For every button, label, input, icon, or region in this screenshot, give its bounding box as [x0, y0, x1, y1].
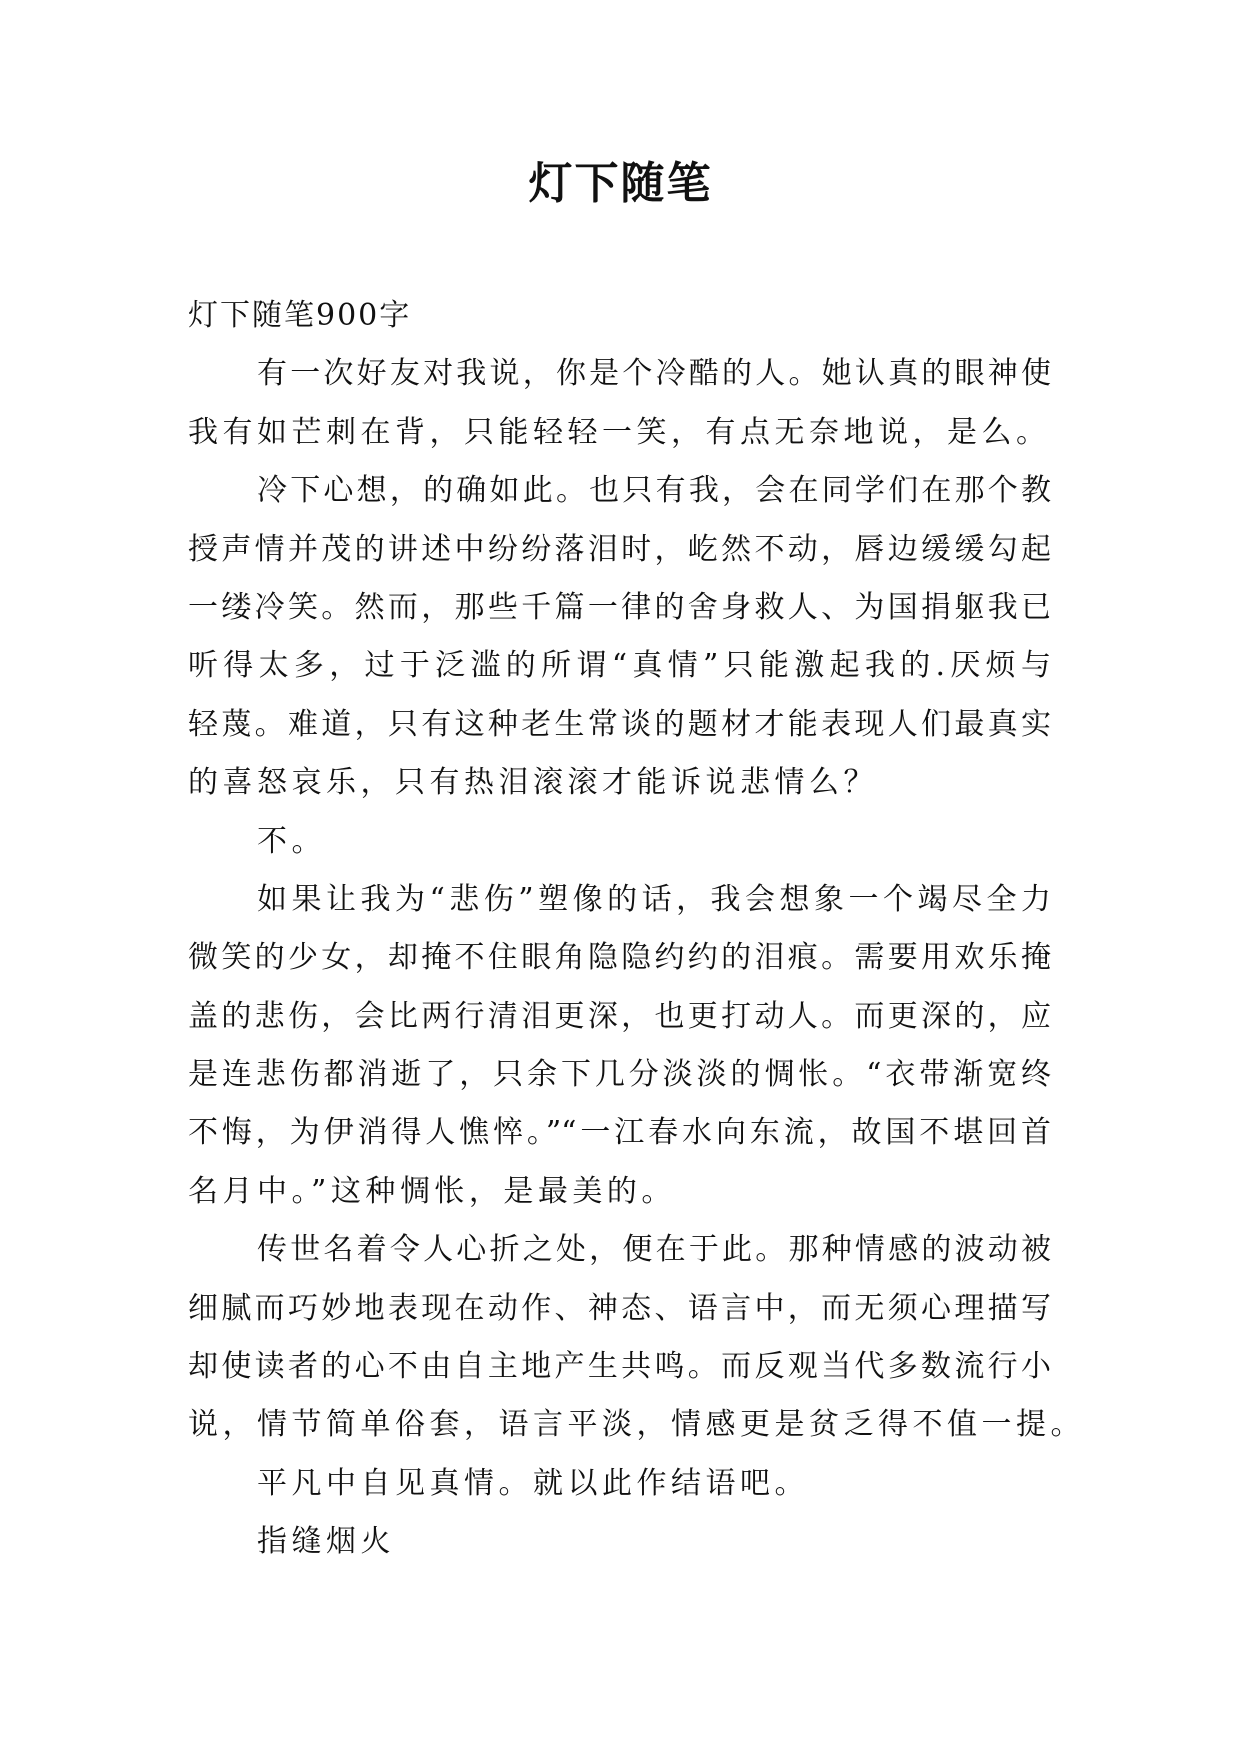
paragraph-line: 如果让我为“悲伤”塑像的话，我会想象一个竭尽全力 — [257, 881, 1051, 917]
paragraph-line: 有一次好友对我说，你是个冷酷的人。她认真的眼神使 — [257, 356, 1051, 392]
paragraph-line: 平凡中自见真情。就以此作结语吧。 — [257, 1465, 809, 1501]
paragraph-line: 轻蔑。难道，只有这种老生常谈的题材才能表现人们最真实 — [188, 706, 1051, 742]
paragraph — [188, 1221, 1085, 1455]
paragraph-line: 名月中。”这种惆怅，是最美的。 — [188, 1173, 676, 1209]
paragraph — [188, 1455, 1051, 1513]
paragraph-line: 细腻而巧妙地表现在动作、神态、语言中，而无须心理描写 — [188, 1290, 1051, 1326]
paragraph-line: 却使读者的心不由自主地产生共鸣。而反观当代多数流行小 — [188, 1349, 1051, 1385]
paragraph-line: 冷下心想，的确如此。也只有我，会在同学们在那个教 — [257, 473, 1051, 509]
paragraph-line: 微笑的少女，却掩不住眼角隐隐约约的泪痕。需要用欢乐掩 — [188, 940, 1051, 976]
paragraph — [188, 345, 1051, 462]
paragraph-line: 是连悲伤都消逝了，只余下几分淡淡的惆怅。“衣带渐宽终 — [188, 1057, 1051, 1093]
paragraph-line: 传世名着令人心折之处，便在于此。那种情感的波动被 — [257, 1232, 1051, 1268]
paragraph-line: 不。 — [257, 823, 326, 859]
paragraph-line: 不悔，为伊消得人憔悴。”“一江春水向东流，故国不堪回首 — [188, 1115, 1051, 1151]
paragraph — [188, 462, 1051, 812]
intro-line: 灯下随笔900字 — [188, 298, 412, 333]
paragraph-line: 听得太多，过于泛滥的所谓“真情”只能激起我的.厌烦与 — [188, 648, 1051, 684]
paragraph-line: 我有如芒刺在背，只能轻轻一笑，有点无奈地说，是么。 — [188, 414, 1051, 450]
paragraph-line: 一缕冷笑。然而，那些千篇一律的舍身救人、为国捐躯我已 — [188, 589, 1051, 625]
paragraph — [188, 1513, 1051, 1571]
document-title: 灯下随笔 — [528, 158, 713, 209]
paragraph-line: 的喜怒哀乐，只有热泪滚滚才能诉说悲情么？ — [188, 765, 878, 801]
paragraph — [188, 813, 1051, 871]
paragraph — [188, 871, 1051, 1221]
document-body — [188, 287, 1085, 1572]
paragraph-line: 说，情节简单俗套，语言平淡，情感更是贫乏得不值一提。 — [188, 1407, 1085, 1443]
paragraph-line: 盖的悲伤，会比两行清泪更深，也更打动人。而更深的，应 — [188, 998, 1051, 1034]
paragraph-line: 指缝烟火 — [257, 1524, 395, 1560]
paragraph-line: 授声情并茂的讲述中纷纷落泪时，屹然不动，唇边缓缓勾起 — [188, 531, 1051, 567]
